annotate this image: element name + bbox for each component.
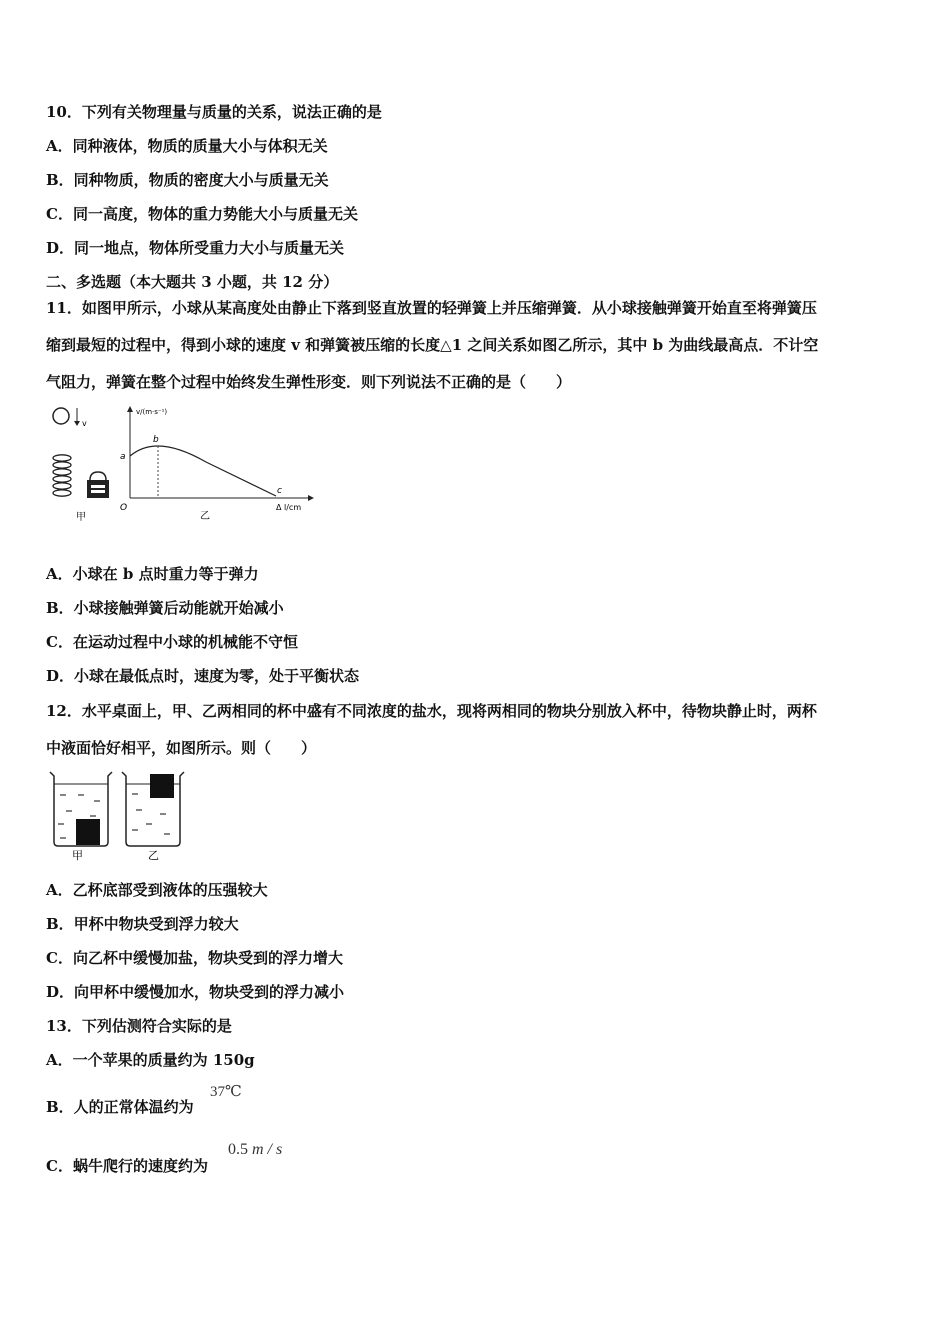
q12-option-b: B．甲杯中物块受到浮力较大 [46,915,239,933]
spring-velocity-figure [46,404,316,526]
q11-option-c: C．在运动过程中小球的机械能不守恒 [46,633,298,651]
q10-option-d: D．同一地点，物体所受重力大小与质量无关 [46,239,345,257]
velocity-label: v [82,419,87,428]
q13-snail-speed-unit: m / s [252,1141,283,1158]
spring-icon [53,455,71,496]
q13-snail-speed-number: 0.5 [228,1141,248,1158]
q10-option-a: A．同种液体，物质的质量大小与体积无关 [46,137,328,155]
q11-figure [46,404,316,530]
ball-icon [53,408,69,424]
q11-stem-line-1: 11．如图甲所示，小球从某高度处由静止下落到竖直放置的轻弹簧上并压缩弹簧．从小球接触弹簧开始直至将弹簧压 [46,299,817,317]
point-a-label: a [120,452,126,462]
point-b-label: b [153,435,159,445]
beakers-figure [46,768,191,864]
velocity-curve [130,446,276,496]
q13-stem: 13．下列估测符合实际的是 [46,1017,232,1035]
q13-option-b: B．人的正常体温约为 [46,1098,194,1116]
q11-option-d: D．小球在最低点时，速度为零，处于平衡状态 [46,667,360,685]
q10-option-c: C．同一高度，物体的重力势能大小与质量无关 [46,205,358,223]
q12-stem-line-2: 中液面恰好相平，如图所示。则（ ） [46,739,317,757]
q10-option-b: B．同种物质，物质的密度大小与质量无关 [46,171,329,189]
q11-stem-line-2: 缩到最短的过程中，得到小球的速度 v 和弹簧被压缩的长度△1 之间关系如图乙所示，其中 b 为曲线最高点．不计空 [46,336,819,354]
q12-option-a: A．乙杯底部受到液体的压强较大 [46,881,268,899]
beaker-label-yi: 乙 [148,849,159,862]
q12-option-c: C．向乙杯中缓慢加盐，物块受到的浮力增大 [46,949,343,967]
block-yi [150,774,174,798]
beaker-label-jia: 甲 [72,849,83,862]
q11-option-a: A．小球在 b 点时重力等于弹力 [46,565,259,583]
block-jia [76,819,100,845]
q12-option-d: D．向甲杯中缓慢加水，物块受到的浮力减小 [46,983,345,1001]
q13-body-temp-value: 37℃ [210,1084,242,1100]
figure-label-yi: 乙 [200,511,210,522]
y-axis-label: v/(m·s⁻¹) [136,408,168,416]
figure-label-jia: 甲 [76,512,86,523]
q13-snail-speed-value [228,1141,282,1159]
q13-option-a: A．一个苹果的质量约为 150g [46,1051,255,1069]
q13-option-c: C．蜗牛爬行的速度约为 [46,1157,208,1175]
q10-stem: 10．下列有关物理量与质量的关系，说法正确的是 [46,103,382,121]
point-c-label: c [277,486,282,496]
q12-figure [46,768,191,868]
x-axis-label: Δ l/cm [276,503,302,512]
section-heading: 二、多选题（本大题共 3 小题，共 12 分） [46,273,339,291]
q12-stem-line-1: 12．水平桌面上，甲、乙两相同的杯中盛有不同浓度的盐水，现将两相同的物块分别放入杯中，待物块静止时，两杯 [46,702,817,720]
block-icon [87,472,109,498]
origin-label: O [120,503,128,513]
beaker-jia-icon [50,772,112,846]
beaker-yi-icon [122,772,184,846]
q11-stem-line-3: 气阻力，弹簧在整个过程中始终发生弹性形变．则下列说法不正确的是（ ） [46,373,572,391]
q11-option-b: B．小球接触弹簧后动能就开始减小 [46,599,284,617]
